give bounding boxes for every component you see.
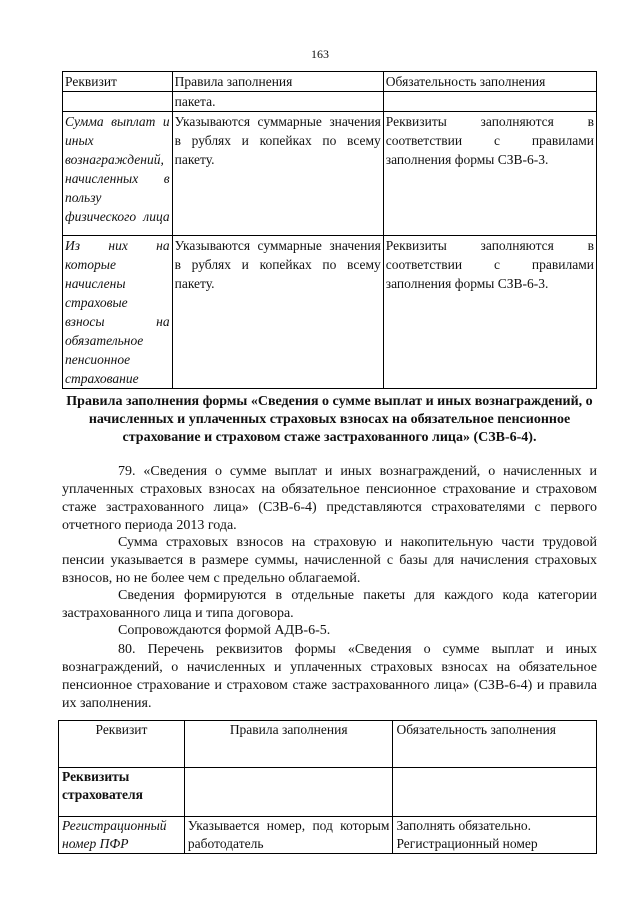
fields-table-continued bbox=[62, 71, 597, 389]
table-row bbox=[63, 236, 597, 389]
table-row-continued bbox=[63, 92, 597, 112]
rule-cell: Указывается номер, под которым работодатель bbox=[184, 817, 393, 854]
rule-cell: Указываются суммарные значения в рублях и копейках по всему пакету. bbox=[172, 236, 383, 389]
header-requirement: Обязательность заполнения bbox=[393, 721, 597, 768]
group-requirement-cell bbox=[393, 768, 597, 817]
header-requirement: Обязательность заполнения bbox=[383, 72, 596, 92]
table-group-row bbox=[59, 768, 597, 817]
paragraph-packets: Сведения формируются в отдельные пакеты для каждого кода категории застрахованного лица и типа договора. bbox=[62, 588, 597, 621]
group-rule-cell bbox=[184, 768, 393, 817]
requirement-cell: Заполнять обязательно. Регистрационный номер bbox=[393, 817, 597, 854]
continued-requirement-cell bbox=[383, 92, 596, 112]
table-row bbox=[59, 817, 597, 854]
field-name-cell: Регистрационный номер ПФР bbox=[59, 817, 185, 854]
table-row bbox=[63, 112, 597, 236]
page-number: 163 bbox=[311, 47, 329, 61]
paragraph-79: 79. «Сведения о сумме выплат и иных вознаграждений, о начисленных и уплаченных страховых взносах на обязательное пенсионное страхование и страховом стаже застрахованного лица» (СЗВ-6-4) представляются страхователями с первого отчетного периода 2013 года. bbox=[62, 464, 597, 533]
requirement-cell: Реквизиты заполняются в соответствии с правилами заполнения формы СЗВ-6-3. bbox=[383, 112, 596, 236]
field-name-cell: Из них на которые начислены страховые взносы на обязательное пенсионное страхование bbox=[63, 236, 173, 389]
field-name-cell: Сумма выплат и иных вознаграждений, начисленных в пользу физического лица bbox=[63, 112, 173, 236]
paragraph-accompanied: Сопровождаются формой АДВ-6-5. bbox=[118, 623, 331, 638]
section-heading: Правила заполнения формы «Сведения о сумме выплат и иных вознаграждений, о начисленных и уплаченных страховых взносах на обязательное пенсионное страхование и страховом стаже застрахованного лица» (СЗВ-6-4). bbox=[66, 394, 593, 445]
paragraph-80: 80. Перечень реквизитов формы «Сведения о сумме выплат и иных вознаграждений, о начисленных и уплаченных страховых взносах на обязательное пенсионное страхование и страховом стаже застрахованного лица» (СЗВ-6-4) и правила их заполнения. bbox=[62, 642, 597, 711]
rule-cell: Указываются суммарные значения в рублях и копейках по всему пакету. bbox=[172, 112, 383, 236]
group-label: Реквизиты страхователя bbox=[59, 768, 185, 817]
header-rule: Правила заполнения bbox=[172, 72, 383, 92]
continued-field-cell bbox=[63, 92, 173, 112]
paragraph-contribution-sum: Сумма страховых взносов на страховую и накопительную части трудовой пенсии указывается в размере суммы, начисленной с базы для начисления страховых взносов, но не более чем с предельно облагаемой. bbox=[62, 535, 597, 586]
fields-table bbox=[58, 720, 597, 854]
header-field: Реквизит bbox=[63, 72, 173, 92]
requirement-cell: Реквизиты заполняются в соответствии с правилами заполнения формы СЗВ-6-3. bbox=[383, 236, 596, 389]
table-header-row bbox=[59, 721, 597, 768]
header-rule: Правила заполнения bbox=[184, 721, 393, 768]
continued-rule-cell: пакета. bbox=[172, 92, 383, 112]
header-field: Реквизит bbox=[59, 721, 185, 768]
table-header-row bbox=[63, 72, 597, 92]
